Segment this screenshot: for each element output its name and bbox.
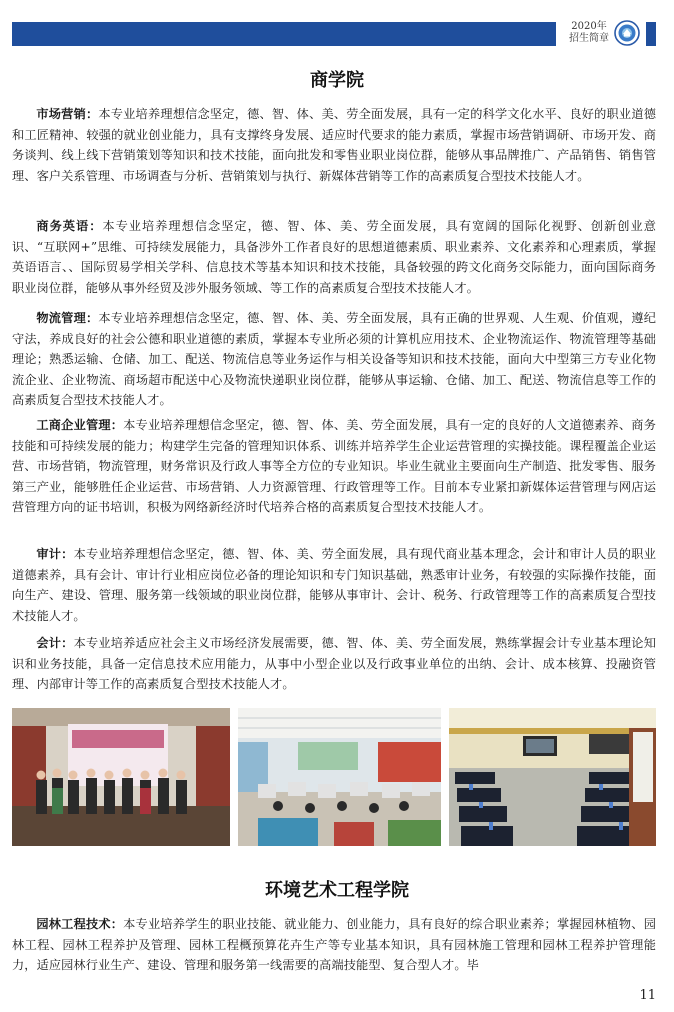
program-term: 会计：	[36, 636, 74, 650]
section-title-business-school: 商学院	[310, 70, 364, 91]
program-term: 园林工程技术：	[36, 917, 124, 931]
program-term: 物流管理：	[36, 311, 99, 325]
program-description: 本专业培养理想信念坚定，德、智、体、美、劳全面发展，具有一定的良好的人文道德素养、商务技能和可持续发展的能力；构建学生完备的管理知识体系、训练并培养学生企业运营管理的实操技能。课程覆盖企业运营、市场营销，物流管理，财务常识及行政人事等全方位的专业知识。毕业生就业主要面向生产制造、批发零售、服务第三产业，能够胜任企业运营、市场营销、人力资源管理、行政管理等工作。目前本专业紧扣新媒体运营管理与网店运营管理方向的证书培训，积极为网络新经济时代培养合格的高素质复合型技术技能人才。	[12, 418, 656, 515]
program-description: 本专业培养学生的职业技能、就业能力、创业能力，具有良好的综合职业素养；掌握园林植物、园林工程、园林工程养护及管理、园林工程概预算花卉生产等专业基本知识，具有园林施工管理和园林工程养护管理能力，适应园林行业生产、建设、管理和服务第一线需要的高端技能型、复合型人才。毕	[12, 917, 656, 973]
header-year: 2020年	[571, 21, 607, 32]
program-auditing	[12, 544, 656, 626]
meeting-room-group-photo	[12, 708, 230, 846]
program-description: 本专业培养理想信念坚定，德、智、体、美、劳全面发展，具有现代商业基本理念，会计和审计人员的职业道德素养，具有会计、审计行业相应岗位必备的理论知识和专门知识基础，熟悉审计业务，有较强的实际操作技能，面向生产、建设、管理、服务第一线领域的职业岗位群，能够从事审计、会计、税务、行政管理等工作的高素质复合型技术技能人才。	[12, 547, 656, 623]
header-right-tab	[646, 22, 656, 46]
computer-classroom-photo	[449, 708, 656, 846]
program-accounting	[12, 633, 656, 695]
school-emblem-icon	[614, 20, 640, 46]
section-title-environmental-art-school: 环境艺术工程学院	[265, 880, 409, 901]
header-subtitle: 招生简章	[569, 33, 609, 44]
program-term: 审计：	[36, 547, 74, 561]
program-business-administration	[12, 415, 656, 518]
program-landscape-engineering	[12, 914, 656, 976]
program-description: 本专业培养理想信念坚定，德、智、体、美、劳全面发展，具有一定的科学文化水平、良好的职业道德和工匠精神、较强的就业创业能力，具有支撑终身发展、适应时代要求的能力素质，掌握市场营销调研、市场开发、商务谈判、线上线下营销策划等知识和技术技能，面向批发和零售业职业岗位群，能够从事品牌推广、产品销售、销售管理、客户关系管理、市场调查与分析、营销策划与执行、新媒体营销等工作的高素质复合型技术技能人才。	[12, 107, 657, 183]
program-logistics	[12, 308, 656, 411]
program-term: 工商企业管理：	[36, 418, 124, 432]
program-marketing	[12, 104, 656, 186]
office-computer-lab-photo	[238, 708, 441, 846]
program-term: 市场营销：	[36, 107, 99, 121]
header-bar	[12, 22, 556, 46]
program-description: 本专业培养理想信念坚定，德、智、体、美、劳全面发展，具有正确的世界观、人生观、价值观，遵纪守法，养成良好的社会公德和职业道德的素质，掌握本专业所必须的计算机应用技术、企业物流运作、物流管理等基础理论；熟悉运输、仓储、加工、配送、物流信息等业务运作与相关设备等知识和技术技能，面向大中型第三方专业化物流企业、企业物流、商场超市配送中心及物流快递职业岗位群，能够从事运输、仓储、加工、配送、物流信息等工作的高素质复合型技术技能人才。	[12, 311, 657, 408]
header-label	[566, 21, 612, 45]
program-business-english	[12, 216, 656, 298]
program-term: 商务英语：	[36, 219, 103, 233]
program-description: 本专业培养适应社会主义市场经济发展需要，德、智、体、美、劳全面发展，熟练掌握会计专业基本理论知识和业务技能，具备一定信息技术应用能力，从事中小型企业以及行政事业单位的出纳、会计、成本核算、投融资管理、内部审计等工作的高素质复合型技术技能人才。	[12, 636, 656, 692]
program-description: 本专业培养理想信念坚定，德、智、体、美、劳全面发展，具有宽阔的国际化视野、创新创业意识、“互联网+”思维、可持续发展能力，具备涉外工作者良好的思想道德素质、职业素养、文化素养和心理素质，掌握英语语言、、国际贸易学相关学科、信息技术等基本知识和技术技能，具备较强的跨文化商务交际能力，面向国际商务职业岗位群，能够从事外经贸及涉外服务领域、等工作的高素质复合型技术技能人才。	[12, 219, 656, 295]
page-number: 11	[639, 988, 656, 1003]
